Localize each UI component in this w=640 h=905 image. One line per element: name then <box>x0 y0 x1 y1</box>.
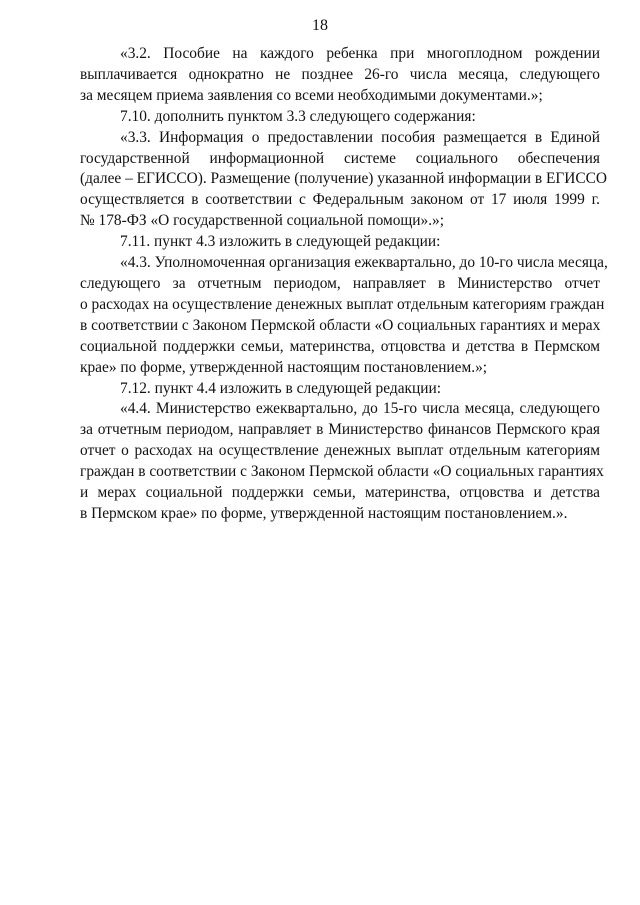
text-line: «3.3. Информация о предоставлении пособия размещается в Единой <box>120 128 600 146</box>
text-line: о расходах на осуществление денежных выплат отдельным категориям граждан <box>80 295 605 313</box>
text-line: «4.4. Министерство ежеквартально, до 15-го числа месяца, следующего <box>120 400 600 418</box>
text-line: отчет о расходах на осуществление денежных выплат отдельным категориям <box>80 442 600 460</box>
text-line: граждан в соответствии с Законом Пермской области «О социальных гарантиях <box>80 463 604 481</box>
text-line: 7.11. пункт 4.3 изложить в следующей редакции: <box>120 233 441 251</box>
text-line: «3.2. Пособие на каждого ребенка при многоплодном рождении <box>120 45 600 62</box>
text-line: 7.12. пункт 4.4 изложить в следующей редакции: <box>120 379 441 397</box>
text-line: «4.3. Уполномоченная организация ежеквартально, до 10-го числа месяца, <box>120 254 608 272</box>
page-number: 18 <box>312 17 328 34</box>
paragraph-4-4 <box>80 399 604 524</box>
paragraph-3-2 <box>80 44 600 107</box>
text-line: социальной поддержки семьи, материнства, отцовства и детства в Пермском <box>80 337 600 355</box>
text-line: следующего за отчетным периодом, направляет в Министерство отчет <box>80 274 600 292</box>
paragraph-7-10 <box>80 107 600 128</box>
text-line: в Пермском крае» по форме, утвержденной настоящим постановлением.». <box>80 504 568 522</box>
text-line: за отчетным периодом, направляет в Министерство финансов Пермского края <box>80 421 600 439</box>
text-line: крае» по форме, утвержденной настоящим постановлением.»; <box>80 358 488 376</box>
text-line: и мерах социальной поддержки семьи, материнства, отцовства и детства <box>80 484 600 502</box>
text-line: (далее – ЕГИССО). Размещение (получение) указанной информации в ЕГИССО <box>80 170 608 188</box>
text-line: за месяцем приема заявления со всеми необходимыми документами.»; <box>80 86 543 104</box>
document-body <box>80 44 608 525</box>
text-line: в соответствии с Законом Пермской области «О социальных гарантиях и мерах <box>80 316 601 334</box>
text-line: № 178-ФЗ «О государственной социальной помощи».»; <box>80 212 445 230</box>
text-line: выплачивается однократно не позднее 26-го числа месяца, следующего <box>80 65 600 83</box>
paragraph-4-3 <box>80 253 608 378</box>
paragraph-7-12 <box>80 379 600 400</box>
text-line: государственной информационной системе социального обеспечения <box>80 149 600 167</box>
text-line: осуществляется в соответствии с Федеральным законом от 17 июля 1999 г. <box>80 191 600 209</box>
paragraph-7-11 <box>80 232 600 253</box>
paragraph-3-3 <box>80 128 608 233</box>
text-line: 7.10. дополнить пунктом 3.3 следующего содержания: <box>120 107 476 125</box>
